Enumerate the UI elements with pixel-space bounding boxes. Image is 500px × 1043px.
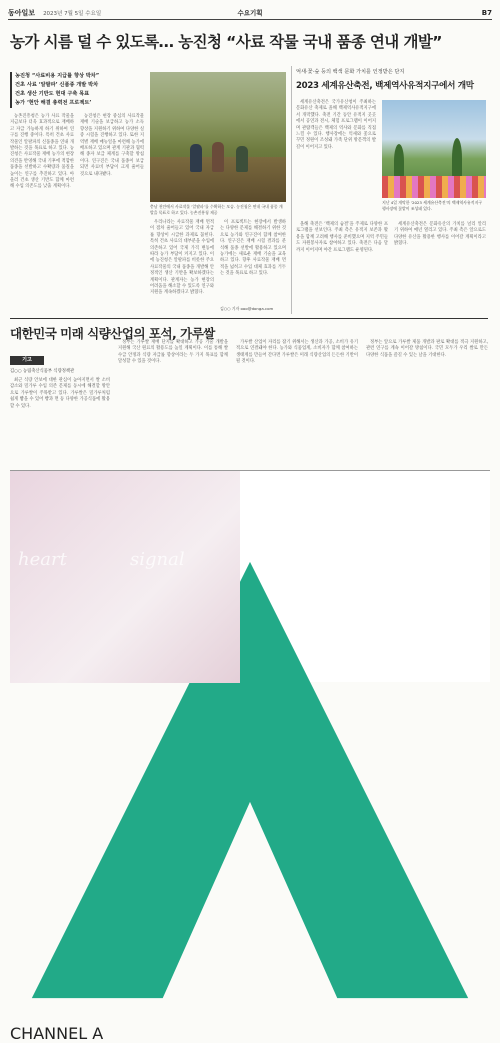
issue-date: 2023년 7월 5일 수요일: [43, 10, 102, 17]
ad-photo-collage: [10, 471, 240, 683]
column-divider: [291, 66, 292, 314]
masthead: [8, 6, 492, 20]
farm-photo: [150, 72, 286, 202]
opinion-body-column-4: 정부는 앞으로 가루쌀 제품 개발과 판로 확대를 적극 지원하고, 관련 연구를 계속 이어갈 방침이다. 국민 모두가 우리 쌀로 만든 다양한 식품을 즐길 수 있는 날을 기대한다.: [366, 340, 488, 358]
tree-shape: [394, 144, 404, 178]
lead-body-column-1: 농촌진흥청은 농가 사료 작물을 지금보다 더욱 효과적으로 재배하고 자급 가능하게 하기 위하여 연구를 진행 중이다. 특히 건초 사료 작물인 알팔파의 신품종을 연내 개발하는 것을 목표로 하고 있다. 농진청은 사료작물 재배 농가의 현장 의견을 반영해 국내 기후에 적합한 품종을 선발하고 수확량과 품질을 높이는 연구를 추진하고 있다. 아울러 건초 생산 기반도 함께 마련해 수입 의존도를 낮출 계획이다.: [10, 114, 74, 190]
article2-title: 2023 세계유산축전, 백제역사유적지구에서 개막: [296, 81, 474, 91]
lead-headline: 농가 시름 덜 수 있도록… 농진청 “사료 작물 국내 품종 연내 개발”: [10, 33, 442, 51]
lead-subheads: [10, 72, 122, 108]
section-name: 수요기획: [237, 9, 263, 17]
opinion-body-column-1: 최근 식량 안보에 대한 관심이 높아지면서 쌀 소비 감소와 밀가루 수입 의존 문제를 동시에 해결할 방안으로 가루쌀이 주목받고 있다. 가루쌀은 밀가루처럼 쉽게 빻을 수 있어 빵과 면 등 다양한 가공식품에 활용할 수 있다.: [10, 378, 110, 409]
festival-photo: [382, 100, 486, 198]
person-figure: [236, 146, 248, 172]
lead-body-column-3: 우리나라는 사료작물 재배 면적이 점차 줄어들고 있어 국내 자급률 향상이 시급한 과제로 꼽힌다. 특히 건초 사료의 대부분을 수입에 의존하고 있어 국제 가격 변동에 따라 농가 부담이 커지고 있다. 이에 농진청은 알팔파를 비롯한 주요 사료작물의 국내 품종을 개발해 안정적인 생산 기반을 확보하겠다는 계획이다. 관계자는 농가 현장의 어려움을 해소할 수 있도록 연구와 지원을 계속하겠다고 밝혔다.: [150, 220, 214, 296]
cast-portrait: [40, 481, 82, 539]
person-figure: [190, 144, 202, 172]
opinion-tag: 기고: [10, 356, 44, 365]
article2-body-column-3: 세계유산축전은 문화유산의 가치를 널리 알리기 위하여 매년 열리고 있다. 주최 측은 앞으로도 다양한 유산을 활용한 행사를 이어갈 계획이라고 밝혔다.: [394, 222, 486, 247]
newspaper-name: 동아일보: [8, 7, 36, 17]
cast-portrait: [30, 589, 72, 647]
tv-show-advertisement[interactable]: [10, 470, 490, 1043]
ad-background-word: signal: [130, 549, 185, 570]
article2-body-column-1: 세계유산축전은 국가유산청이 주최하는 문화유산 축제로 올해 백제역사유적지구에서 개막했다. 축전 기간 동안 유적지 곳곳에서 공연과 전시, 체험 프로그램이 이어지며 관람객들은 백제의 역사와 문화를 직접 느낄 수 있다. 행사장에는 억새와 꽃으로 꾸민 정원이 조성돼 가족 단위 방문객의 발길이 이어지고 있다.: [296, 100, 376, 150]
ad-background-word: heart: [18, 549, 67, 570]
person-figure: [212, 142, 224, 172]
lead-body-column-2: 농진청은 현장 중심의 사료작물 재배 기술을 보급하고 농가 소득 향상을 지원하기 위하여 다양한 실증 시험을 진행하고 있다. 또한 지역별 재배 매뉴얼을 마련해 농가에 배포하고 있으며 관계 기관과 협력해 종자 보급 체계를 구축할 방침이다. 연구진은 국내 품종이 보급되면 사료비 부담이 크게 줄어들 것으로 내다봤다.: [80, 114, 144, 177]
tree-shape: [452, 138, 462, 178]
lead-byline: 김○○ 기자 ooo@donga.com: [220, 306, 274, 311]
channel-name: CHANNEL A: [10, 1024, 104, 1043]
cast-portrait: [82, 595, 124, 653]
opinion-body-column-3: 가루쌀 산업이 자리를 잡기 위해서는 생산과 가공, 소비가 유기적으로 연결돼야 한다. 농가와 식품업계, 소비자가 함께 참여하는 생태계를 만들어 간다면 가루쌀은 미래 식량산업의 든든한 기반이 될 것이다.: [236, 340, 358, 365]
cast-portrait: [160, 483, 202, 541]
opinion-title: 대한민국 미래 식량산업의 포석, 가루쌀: [10, 326, 215, 341]
festival-photo-caption: 지난 4일 개막한 ‘2023 세계유산축전’의 백제역사유적지구 행사장에 꽃밭이 조성돼 있다.: [382, 200, 482, 211]
lead-body-column-4: 이 프로젝트는 현장에서 발생하는 다양한 문제를 해결하기 위한 것으로 농가와 연구진이 함께 참여한다. 연구진은 재배 시험 결과를 분석해 품종 선발에 활용하고 있으며 농가에는 새로운 재배 기술을 교육하고 있다. 향후 사료작물 재배 면적을 넓히고 수입 대체 효과를 거두는 것을 목표로 하고 있다.: [220, 220, 286, 277]
cast-portrait: [186, 593, 228, 651]
article2-kicker: 억새·꽃·숲 등의 백색 문화 가치를 인정받은 단지: [296, 69, 405, 75]
cast-portrait: [134, 587, 176, 645]
opinion-byline: 김○○ 농림축산식품부 식량정책관: [10, 369, 75, 374]
article2-body-column-2: 올해 축전은 ‘백제의 숨결’을 주제로 다양한 프로그램을 선보인다. 주최 측은 유적지 보존과 활용을 함께 고려해 행사를 준비했으며 지역 주민들도 자원봉사자로 참여하고 있다. 축전은 다음 달까지 이어지며 야간 프로그램도 운영된다.: [296, 222, 388, 253]
flower-bed: [382, 176, 486, 198]
farm-photo-caption: 충남 천안에서 사료작물 ‘알팔파’를 수확하는 모습. 농진청은 연내 국내 품종 개발을 목표로 하고 있다. 농촌진흥청 제공: [150, 204, 283, 215]
page-number: B7: [481, 8, 492, 17]
subhead: 건초 사료 ‘알팔파’ 신품종 개발 박차: [15, 82, 99, 88]
subhead: 건초 생산 기반도 현대 구축 목표: [15, 91, 90, 97]
subhead: 농가 ‘현안 해결 총력전 프로젝트’: [15, 100, 92, 106]
opinion-body-column-2: 정부는 가루쌀 재배 단지를 확대하고 가공 기술 개발을 지원해 국산 원료의 활용도를 높일 계획이다. 이를 통해 쌀 수급 안정과 식량 자급률 향상이라는 두 가지 목표를 함께 달성할 수 있을 것이다.: [118, 340, 228, 365]
cast-portrait: [92, 477, 134, 535]
section-divider: [10, 318, 488, 319]
subhead: 농진청 “사료비용 지급률 향상 박차”: [15, 73, 100, 79]
